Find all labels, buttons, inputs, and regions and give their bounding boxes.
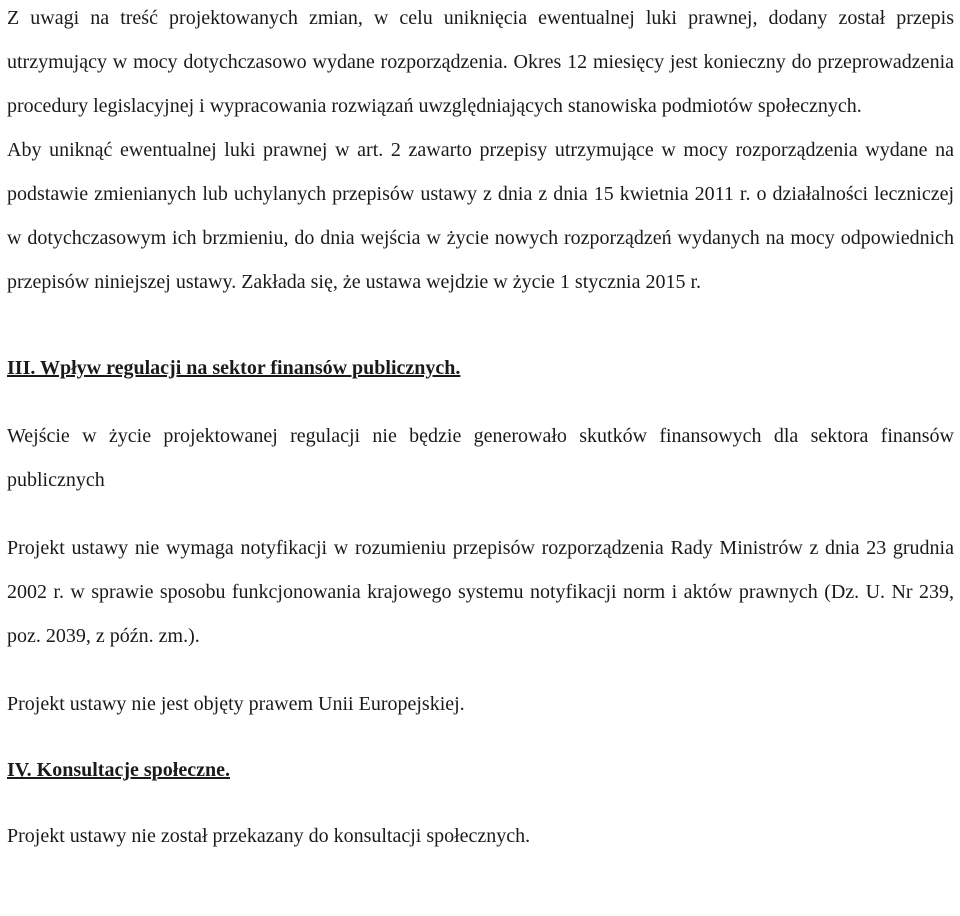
- paragraph-transition-provision: Z uwagi na treść projektowanych zmian, w celu uniknięcia ewentualnej luki prawnej, dodany został przepis utrzymujący w mocy dotychczasowo wydane rozporządzenia. Okres 12 miesięcy jest konieczny do przeprowadzenia procedury legislacyjnej i wypracowania rozwiązań uwzględniających stanowiska podmiotów społecznych.: [7, 7, 954, 117]
- paragraph-financial-impact: Wejście w życie projektowanej regulacji nie będzie generowało skutków finansowych dla sektora finansów publicznych: [7, 425, 954, 491]
- paragraph-legal-gap: Aby uniknąć ewentualnej luki prawnej w art. 2 zawarto przepisy utrzymujące w mocy rozporządzenia wydane na podstawie zmienianych lub uchylanych przepisów ustawy z dnia z dnia 15 kwietnia 2011 r. o działalności leczniczej w dotychczasowym ich brzmieniu, do dnia wejścia w życie nowych rozporządzeń wydanych na mocy odpowiednich przepisów niniejszej ustawy. Zakłada się, że ustawa wejdzie w życie 1 stycznia 2015 r.: [7, 139, 954, 293]
- section-heading-iv: IV. Konsultacje społeczne.: [7, 759, 230, 781]
- section-heading-iii: III. Wpływ regulacji na sektor finansów publicznych.: [7, 357, 461, 379]
- paragraph-notification: Projekt ustawy nie wymaga notyfikacji w rozumieniu przepisów rozporządzenia Rady Ministrów z dnia 23 grudnia 2002 r. w sprawie sposobu funkcjonowania krajowego systemu notyfikacji norm i aktów prawnych (Dz. U. Nr 239, poz. 2039, z późn. zm.).: [7, 537, 954, 647]
- paragraph-eu-law: Projekt ustawy nie jest objęty prawem Unii Europejskiej.: [7, 693, 465, 715]
- paragraph-consultations: Projekt ustawy nie został przekazany do konsultacji społecznych.: [7, 825, 531, 847]
- document-page: [7, 0, 954, 858]
